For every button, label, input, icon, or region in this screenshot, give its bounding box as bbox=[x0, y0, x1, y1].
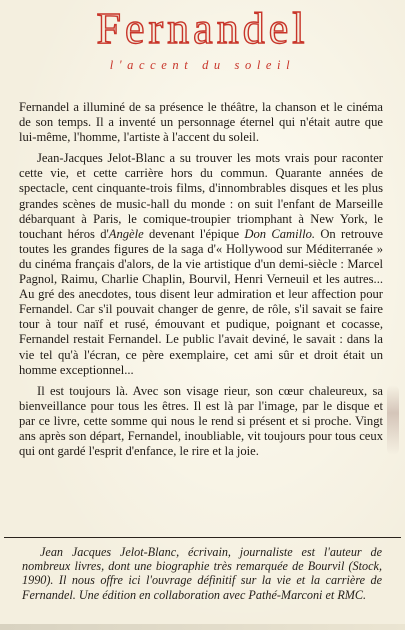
film-title-don-camillo: Don Camillo. bbox=[244, 226, 316, 241]
blurb-paragraph-2-text-a: Jean-Jacques Jelot-Blanc a su trouver les mots vrais pour raconter cette vie, et cette carrière hors du commun. Quarante années de spectacle, cent cinquante-trois films, d'innombrables disques et les plus grandes scènes de music-hall du monde : on suit l'enfant de Marseille débarquant à Paris, le comique-troupier triomphant à New York, le touchant héros d' bbox=[19, 151, 383, 241]
author-note: Jean Jacques Jelot-Blanc, écrivain, journaliste est l'auteur de nombreux livres, dont une biographie très remarquée de Bourvil (Stock, 1990). Il nous offre ici l'ouvrage définitif sur la vie et la carrière de Fernandel. Une édition en collaboration avec Pathé-Marconi et RMC. bbox=[22, 545, 382, 602]
paper-stain bbox=[387, 385, 399, 455]
book-subtitle: l'accent du soleil bbox=[109, 58, 296, 72]
film-title-angele: Angèle bbox=[108, 226, 144, 241]
blurb-text bbox=[19, 100, 383, 467]
bottom-edge bbox=[0, 624, 405, 630]
blurb-paragraph-3: Il est toujours là. Avec son visage rieur, son cœur chaleureux, sa bienveillance pour tous les êtres. Il est là par l'image, par le disque et par ce livre, cette somme qui nous le rend si présent et si proche. Vingt ans après son départ, Fernandel, inoubliable, vit toujours pour tous ceux qui ont gardé l'esprit d'enfance, le rire et la joie. bbox=[19, 383, 383, 459]
section-divider bbox=[4, 537, 401, 538]
blurb-paragraph-2 bbox=[19, 151, 383, 377]
blurb-paragraph-2-text-c: On retrouve toutes les grandes figures de la saga d'« Hollywood sur Méditerranée » du cinéma français d'alors, de la vie artistique d'un demi-siècle : Marcel Pagnol, Raimu, Charlie Chaplin, Bourvil, Henri Verneuil et les autres... Au gré des anecdotes, tous disent leur admiration et leur affection pour Fernandel. Car s'il pouvait changer de genre, de rôle, s'il savait se faire tour à tour naïf et rusé, émouvant et pudique, poignant et cocasse, Fernandel restait Fernandel. Le public l'avait deviné, le savait : dans la vie tel qu'à l'écran, ce père exemplaire, cet ami sûr et droit était un homme exceptionnel... bbox=[19, 226, 383, 377]
blurb-paragraph-1: Fernandel a illuminé de sa présence le théâtre, la chanson et le cinéma de son temps. Il a inventé un personnage éternel qui n'était autre que lui-même, l'homme, l'artiste à l'accent du soleil. bbox=[19, 100, 383, 145]
book-title: Fernandel bbox=[96, 4, 309, 53]
blurb-paragraph-2-text-b: devenant l'épique bbox=[143, 226, 245, 241]
